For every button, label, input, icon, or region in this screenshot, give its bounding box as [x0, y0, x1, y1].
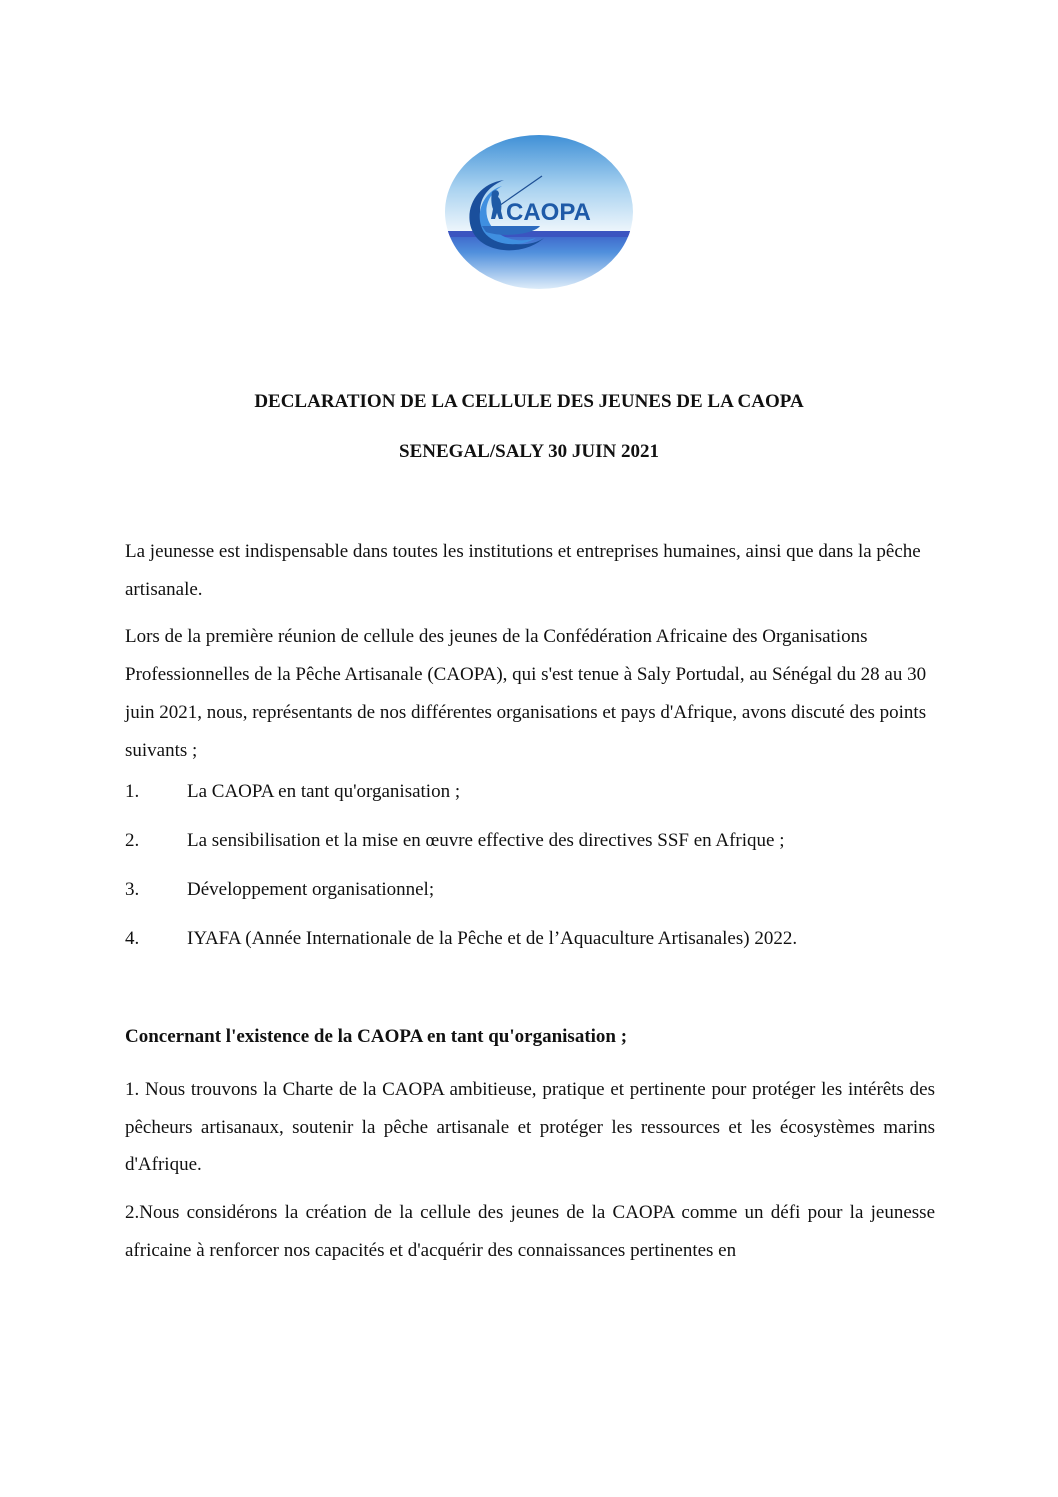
- list-item: [125, 877, 935, 926]
- list-item-number: 4.: [125, 928, 140, 949]
- list-item: [125, 779, 935, 828]
- section-heading: Concernant l'existence de la CAOPA en tant qu'organisation ;: [125, 1026, 628, 1047]
- svg-text:CAOPA: CAOPA: [506, 199, 591, 226]
- document-subtitle: SENEGAL/SALY 30 JUIN 2021: [399, 441, 659, 462]
- document-title: DECLARATION DE LA CELLULE DES JEUNES DE LA CAOPA: [254, 391, 804, 412]
- list-item-number: 3.: [125, 879, 140, 900]
- list-item-text: La sensibilisation et la mise en œuvre effective des directives SSF en Afrique ;: [187, 830, 785, 851]
- list-item-number: 2.: [125, 830, 140, 851]
- list-item-number: 1.: [125, 781, 140, 802]
- caopa-fisherman-logo-icon: [444, 134, 634, 290]
- discussion-points-list: [125, 779, 935, 975]
- section-paragraph-1: 1. Nous trouvons la Charte de la CAOPA ambitieuse, pratique et pertinente pour protéger les intérêts des pêcheurs artisanaux, soutenir la pêche artisanale et protéger les ressources et les écosystèmes marins d'Afrique.: [125, 1079, 935, 1175]
- list-item-text: Développement organisationnel;: [187, 879, 435, 900]
- context-paragraph: Lors de la première réunion de cellule des jeunes de la Confédération Africaine des Organisations Professionnelles de la Pêche Artisanale (CAOPA), qui s'est tenue à Saly Portudal, au Sénégal du 28 au 30 juin 2021, nous, représentants de nos différentes organisations et pays d'Afrique, avons discuté des points suivants ;: [125, 626, 927, 761]
- list-item-text: IYAFA (Année Internationale de la Pêche et de l’Aquaculture Artisanales) 2022.: [187, 928, 798, 949]
- list-item: [125, 828, 935, 877]
- section-paragraph-2: 2.Nous considérons la création de la cellule des jeunes de la CAOPA comme un défi pour la jeunesse africaine à renforcer nos capacités et d'acquérir des connaissances pertinentes en: [125, 1202, 935, 1261]
- list-item-text: La CAOPA en tant qu'organisation ;: [187, 781, 461, 802]
- list-item: [125, 926, 935, 975]
- caopa-logo: [444, 134, 634, 290]
- intro-paragraph: La jeunesse est indispensable dans toutes les institutions et entreprises humaines, ainsi que dans la pêche artisanale.: [125, 541, 921, 600]
